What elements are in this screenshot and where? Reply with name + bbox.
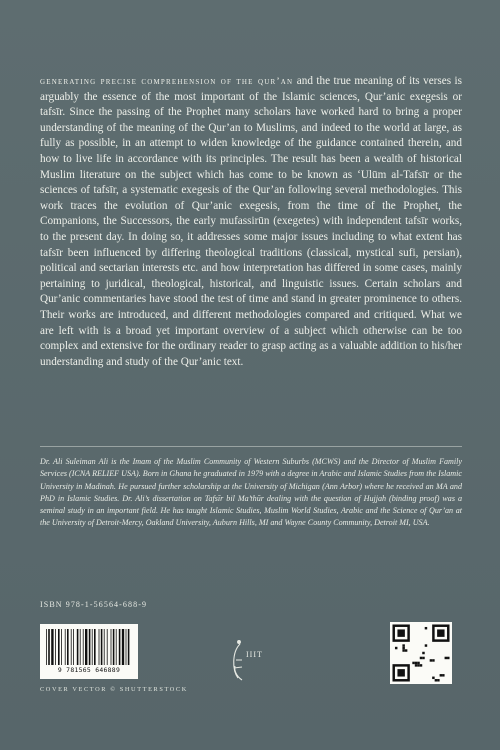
author-bio: Dr. Ali Suleiman Ali is the Imam of the Muslim Community of Western Suburbs (MCWS) and the Director of Muslim Family Services (ICNA RELIEF USA). Born in Ghana he graduated in 1979 with a degree in Arabic and Islamic Studies from the Islamic University in Madinah. He pursued further scholarship at the University of Michigan (Ann Arbor) where he received an MA and PhD in Islamic Studies. Dr. Ali’s dissertation on Tafsīr bil Ma’thūr dealing with the question of Hujjah (binding proof) was a seminal study in an important field. He has taught Islamic Studies, Muslim World Studies, Arabic and the Science of Qur’an at the University of Detroit-Mercy, Oakland University, Auburn Hills, MI and Wayne County Community, Detroit MI, USA.	[40, 457, 462, 528]
blurb-paragraph	[40, 74, 462, 370]
publisher-logo-text: IIIT	[246, 650, 263, 659]
barcode-number: 9 781565 646889	[57, 666, 121, 674]
cover-credit: COVER VECTOR © SHUTTERSTOCK	[40, 686, 188, 693]
barcode	[40, 624, 138, 679]
section-divider	[40, 446, 462, 447]
isbn-label: ISBN 978-1-56564-688-9	[40, 600, 148, 609]
blurb-body: and the true meaning of its verses is arguably the essence of the most important of the Islamic sciences, Qur’anic exegesis or tafsīr. Since the passing of the Prophet many scholars have worked hard to bring a proper understanding of the meaning of the Qur’an to Muslims, and indeed to the world at large, as fully as possible, in an attempt to widen knowledge of the guidance contained therein, and how to live life in accordance with its principles. The result has been a wealth of historical Muslim literature on the subject which has come to be known as ‘Ulūm al-Tafsīr or the sciences of tafsīr, a systematic exegesis of the Qur’an following several methodologies. This work traces the evolution of Qur’anic exegesis, from the time of the Prophet, the Companions, the Successors, the early mufassirūn (exegetes) with independent tafsīr works, to the present day. In doing so, it addresses some major issues including to what extent has tafsīr been influenced by differing theological traditions (classical, mystical sufi, persian), political and sectarian interests etc. and how interpretation has differed in some cases, mainly pertaining to juridical, theological, historical, and linguistic issues. Certain scholars and Qur’anic commentaries have stood the test of time and stand in greater prominence to others. Their works are introduced, and different methodologies compared and critiqued. What we are left with is a broad yet important overview of a subject which otherwise can be too complex and extensive for the ordinary reader to grasp acting as a valuable addition to his/her understanding and study of the Qur’anic text.	[40, 75, 462, 368]
publisher-logo-icon	[222, 630, 282, 690]
qr-code	[390, 622, 452, 684]
blurb-lead-in: generating precise comprehension of the qur’an	[40, 76, 294, 87]
barcode-bars	[45, 629, 133, 665]
